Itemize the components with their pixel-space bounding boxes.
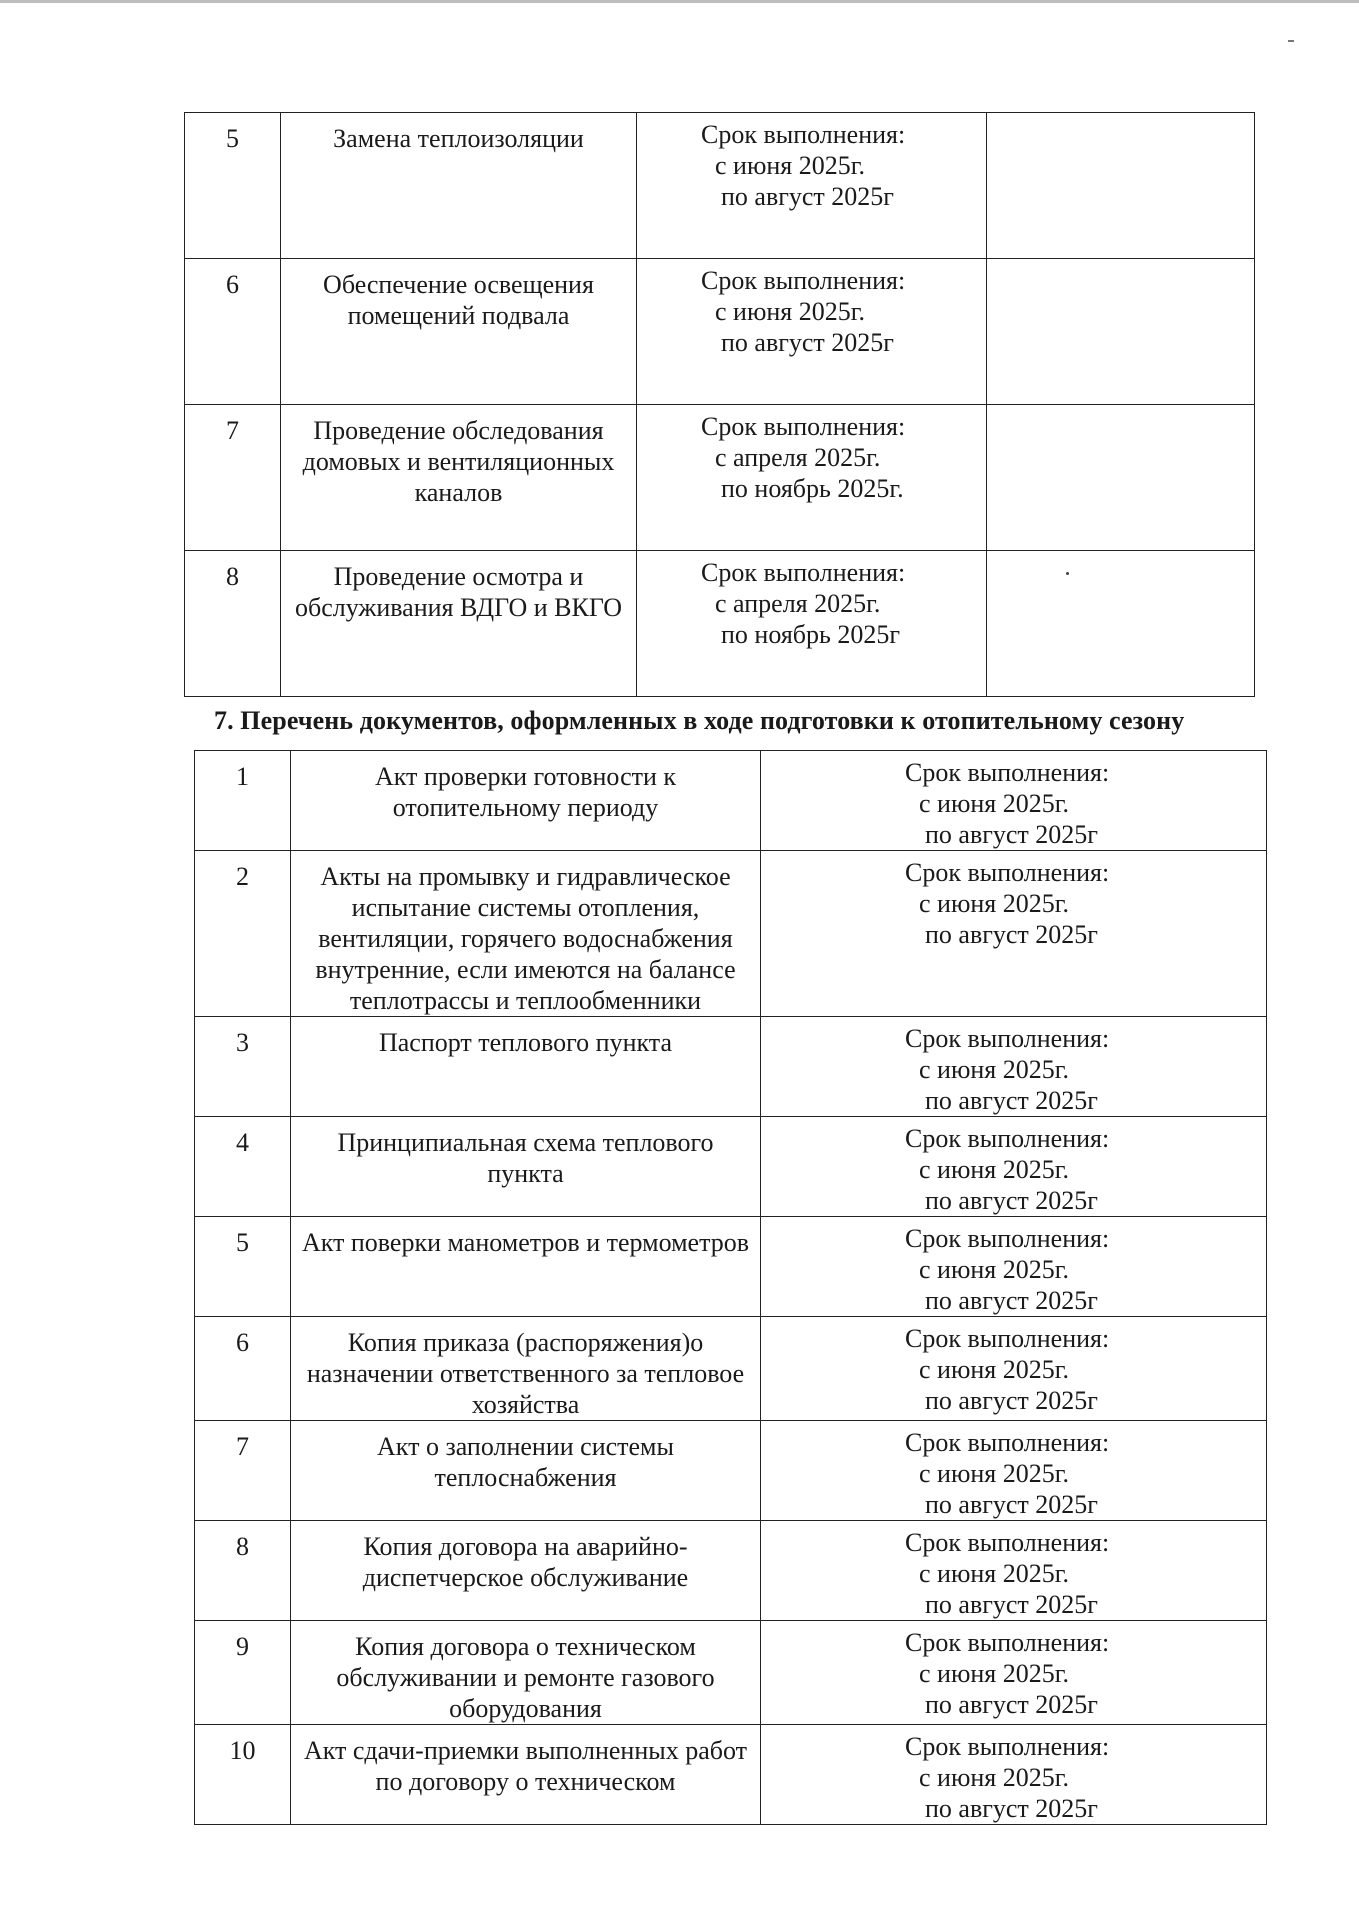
documents-table <box>194 750 1267 1825</box>
row-number: 10 <box>195 1725 291 1825</box>
deadline-from: с июня 2025г. <box>715 151 865 180</box>
empty-cell <box>987 551 1255 697</box>
document-name: Копия договора на аварийно-диспетчерское обслуживание <box>291 1521 761 1621</box>
deadline-to: по август 2025г <box>925 1490 1098 1519</box>
deadline-from: с июня 2025г. <box>715 297 865 326</box>
deadline-from: с июня 2025г. <box>919 1155 1069 1184</box>
document-name: Акт о заполнении системы теплоснабжения <box>291 1421 761 1521</box>
deadline-label: Срок выполнения: <box>905 758 1110 787</box>
deadline-label: Срок выполнения: <box>905 1628 1110 1657</box>
deadline-cell <box>637 405 987 551</box>
document-name: Копия приказа (распоряжения)о назначении ответственного за тепловое хозяйства <box>291 1317 761 1421</box>
row-number: 8 <box>195 1521 291 1621</box>
deadline-from: с июня 2025г. <box>919 1763 1069 1792</box>
table-row <box>185 259 1255 405</box>
row-number: 6 <box>185 259 281 405</box>
deadline-from: с июня 2025г. <box>919 1559 1069 1588</box>
document-name: Акт поверки манометров и термометров <box>291 1217 761 1317</box>
work-description: Проведение обследования домовых и вентиляционных каналов <box>281 405 637 551</box>
row-number: 2 <box>195 851 291 1017</box>
table-row <box>195 851 1267 1017</box>
deadline-label: Срок выполнения: <box>701 558 906 587</box>
row-number: 4 <box>195 1117 291 1217</box>
deadline-label: Срок выполнения: <box>905 1324 1110 1353</box>
deadline-to: по ноябрь 2025г <box>721 620 901 649</box>
table-row <box>195 1217 1267 1317</box>
deadline-cell <box>761 1421 1267 1521</box>
row-number: 5 <box>195 1217 291 1317</box>
table-row <box>195 1521 1267 1621</box>
deadline-label: Срок выполнения: <box>905 1528 1110 1557</box>
table-row <box>195 1621 1267 1725</box>
deadline-to: по август 2025г <box>925 1690 1098 1719</box>
deadline-from: с июня 2025г. <box>919 1459 1069 1488</box>
deadline-label: Срок выполнения: <box>701 412 906 441</box>
work-description: Обеспечение освещения помещений подвала <box>281 259 637 405</box>
deadline-label: Срок выполнения: <box>905 1224 1110 1253</box>
deadline-label: Срок выполнения: <box>701 120 906 149</box>
empty-cell <box>987 259 1255 405</box>
scan-edge-line <box>0 0 1359 3</box>
document-name: Акты на промывку и гидравлическое испытание системы отопления, вентиляции, горячего водоснабжения внутренние, если имеются на балансе теплотрассы и теплообменники <box>291 851 761 1017</box>
deadline-label: Срок выполнения: <box>905 858 1110 887</box>
table-row <box>195 1725 1267 1825</box>
deadline-cell <box>761 1017 1267 1117</box>
deadline-cell <box>761 1621 1267 1725</box>
deadline-cell <box>761 1317 1267 1421</box>
deadline-label: Срок выполнения: <box>701 266 906 295</box>
deadline-to: по август 2025г <box>925 1794 1098 1823</box>
deadline-from: с апреля 2025г. <box>715 443 881 472</box>
document-name: Паспорт теплового пункта <box>291 1017 761 1117</box>
deadline-label: Срок выполнения: <box>905 1024 1110 1053</box>
row-number: 1 <box>195 751 291 851</box>
deadline-to: по август 2025г <box>925 1590 1098 1619</box>
document-name: Принципиальная схема теплового пункта <box>291 1117 761 1217</box>
table-row <box>195 1117 1267 1217</box>
deadline-label: Срок выполнения: <box>905 1428 1110 1457</box>
table-row <box>185 405 1255 551</box>
table-row <box>195 1017 1267 1117</box>
section-heading: 7. Перечень документов, оформленных в ходе подготовки к отопительному сезону <box>214 706 1185 735</box>
deadline-cell <box>761 1217 1267 1317</box>
row-number: 7 <box>195 1421 291 1521</box>
deadline-cell <box>761 1117 1267 1217</box>
row-number: 8 <box>185 551 281 697</box>
deadline-to: по ноябрь 2025г. <box>721 474 904 503</box>
deadline-from: с апреля 2025г. <box>715 589 881 618</box>
deadline-from: с июня 2025г. <box>919 1055 1069 1084</box>
deadline-label: Срок выполнения: <box>905 1732 1110 1761</box>
table-row <box>195 751 1267 851</box>
deadline-cell <box>761 1725 1267 1825</box>
document-name: Акт проверки готовности к отопительному периоду <box>291 751 761 851</box>
deadline-from: с июня 2025г. <box>919 889 1069 918</box>
deadline-from: с июня 2025г. <box>919 789 1069 818</box>
works-table-continued <box>184 112 1255 697</box>
deadline-to: по август 2025г <box>925 920 1098 949</box>
scan-mark <box>1288 40 1294 42</box>
work-description: Проведение осмотра и обслуживания ВДГО и ВКГО <box>281 551 637 697</box>
deadline-cell <box>637 259 987 405</box>
deadline-from: с июня 2025г. <box>919 1659 1069 1688</box>
row-number: 7 <box>185 405 281 551</box>
document-name: Копия договора о техническом обслуживании и ремонте газового оборудования <box>291 1621 761 1725</box>
deadline-cell <box>761 1521 1267 1621</box>
work-description: Замена теплоизоляции <box>281 113 637 259</box>
table-row <box>195 1317 1267 1421</box>
deadline-label: Срок выполнения: <box>905 1124 1110 1153</box>
document-name: Акт сдачи-приемки выполненных работ по договору о техническом <box>291 1725 761 1825</box>
deadline-to: по август 2025г <box>925 1286 1098 1315</box>
empty-cell <box>987 113 1255 259</box>
deadline-to: по август 2025г <box>721 328 894 357</box>
table-row <box>185 551 1255 697</box>
deadline-to: по август 2025г <box>925 1086 1098 1115</box>
deadline-to: по август 2025г <box>721 182 894 211</box>
deadline-to: по август 2025г <box>925 1186 1098 1215</box>
deadline-cell <box>761 751 1267 851</box>
deadline-to: по август 2025г <box>925 820 1098 849</box>
deadline-to: по август 2025г <box>925 1386 1098 1415</box>
row-number: 9 <box>195 1621 291 1725</box>
deadline-from: с июня 2025г. <box>919 1355 1069 1384</box>
table-row <box>185 113 1255 259</box>
deadline-cell <box>637 113 987 259</box>
table-row <box>195 1421 1267 1521</box>
deadline-cell <box>761 851 1267 1017</box>
row-number: 6 <box>195 1317 291 1421</box>
empty-cell <box>987 405 1255 551</box>
row-number: 5 <box>185 113 281 259</box>
scan-speck <box>1066 572 1069 575</box>
row-number: 3 <box>195 1017 291 1117</box>
deadline-from: с июня 2025г. <box>919 1255 1069 1284</box>
deadline-cell <box>637 551 987 697</box>
